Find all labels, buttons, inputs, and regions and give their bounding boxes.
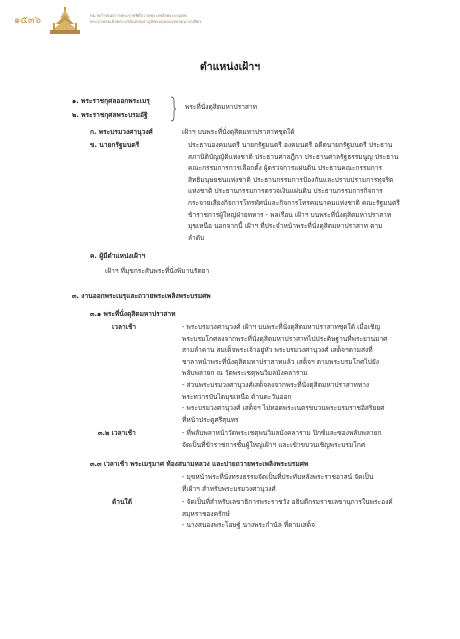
section-3-1-heading: ๓.๑ พระที่นั่งดุสิตมหาปราสาท	[90, 310, 176, 318]
text-line: พระบรมโกศลงจากพระที่นั่งดุสิตมหาปราสาทไปประดิษฐานที่พระยานมาศ	[182, 334, 388, 343]
text-line: จัดเป็นที่ข้าราชการชั้นผู้ใหญ่เฝ้าฯ และเข้าขบวนเชิญพระบรมโกศ	[182, 440, 366, 449]
item-1: ๑. พระราชกุศลออกพระเมรุ	[72, 97, 150, 105]
text-line: - ที่พลับพลาหน้าวัดพระเชตุพนวิมลมังคลาราม ปิกซ์และซองพลับพลายก	[182, 429, 382, 437]
text-line: ชาลาหน้าพระที่นั่งดุสิตมหาปราสาทแล้ว เสด็จฯ ตามพระบรมโกศไปยัง	[182, 357, 379, 366]
text-line: สมุหราชองครักษ์	[182, 509, 230, 518]
section-3-3-text-b	[182, 497, 393, 532]
officials-text: เฝ้าฯ ที่มุขกระสันพระที่นั่งพิมานรัตยา	[105, 267, 210, 275]
text-line: - จัดเป็นที่สำหรับเลขาธิการพระราชวัง อธิบดีกรมราชเลขานุการในพระองค์	[182, 498, 393, 506]
text-line: - พระบรมวงศานุวงศ์ เฝ้าฯ บนพระที่นั่งดุสิตมหาปราสาทชุดใด้ เมื่อเชิญ	[182, 323, 381, 331]
brace-icon	[170, 96, 176, 122]
text-line: - ส่วนพระบรมวงศานุวงศ์เสด็จลงจากพระที่นั่งดุสิตมหาปราสาททาง	[182, 380, 370, 389]
royal-emblem-icon	[48, 6, 82, 36]
section-3-2-text	[182, 428, 381, 451]
south-side-label: ด้านใต้	[112, 498, 132, 506]
text-line: ที่เฝ้าฯ สำหรับพระบรมวงศานุวงศ์	[182, 484, 276, 493]
prime-minister-text	[188, 140, 400, 244]
text-line: ประธานองคมนตรี นายกรัฐมนตรี องคมนตรี อดีตนายกรัฐมนตรี ประธาน	[188, 141, 393, 149]
royal-family-label: ก. พระบรมวงศานุวงศ์	[90, 128, 153, 136]
text-line: พระทวารบันไดมุขเหนือ ด้านตะวันออก	[182, 392, 292, 401]
text-line: - พระบรมวงศานุวงศ์ เสด็จฯ ไปทอดพระเนตรขบวนพระบรมราชอิสริยยศ	[182, 404, 385, 413]
section-3-heading: ๓. งานออกพระเมรุและถวายพระเพลิงพระบรมศพ	[72, 292, 211, 300]
ceremony-place: พระที่นั่งดุสิตมหาปราสาท	[185, 103, 257, 111]
text-line: สิทธิมนุษยชนแห่งชาติ ประธานกรรมการป้องกันและปราบปรามการทุจริต	[188, 175, 394, 184]
text-line: - นางสนองพระโอษฐ์ นางพระกำนัล ที่ตามเสด็จ	[182, 521, 315, 530]
item-2: ๒. พระราชกุศลพระบรมอัฐิ	[72, 111, 148, 119]
text-line: กระจายเสียงกิจการโทรทัศน์และกิจการโทรคมนาคมแห่งชาติ คณะรัฐมนตรี	[188, 198, 400, 207]
text-line: พลับพลายก ณ วัดพระเชตุพนวิมลมังคลาราม	[182, 369, 308, 378]
header-title-line: พระบาทสมเด็จพระปรมินทรมหาภูมิพลอดุลยเดชบรมนาถบพิตร	[90, 18, 202, 24]
page-number: ๑๕๓๖	[14, 15, 42, 26]
header-title	[90, 13, 250, 24]
text-line: ที่หน้าประตูศรีสุนทร	[182, 415, 239, 424]
royal-family-text: เฝ้าฯ บนพระที่นั่งดุสิตมหาปราสาทชุดใด้	[182, 128, 295, 136]
officials-label: ค. ผู้มีตำแหน่งเฝ้าฯ	[90, 252, 146, 260]
prime-minister-label: ข. นายกรัฐมนตรี	[90, 141, 140, 149]
section-3-3-heading: ๓.๓ เวลาเช้า พระเมรุมาศ ท้องสนามหลวง และบ่ายถวายพระเพลิงพระบรมศพ	[90, 460, 309, 468]
section-3-3-text-a	[182, 472, 373, 495]
text-line: ลำดับ	[188, 233, 205, 242]
text-line: สภานิติบัญญัติแห่งชาติ ประธานศาลฎีกา ประธานศาลรัฐธรรมนูญ ประธาน	[188, 152, 399, 161]
text-line: มุขเหนือ นอกจากนี้ เฝ้าฯ ที่ประจำหน้าพระที่นั่งดุสิตมหาปราสาท ตาม	[188, 222, 383, 231]
page-title: ตำแหน่งเฝ้าฯ	[199, 61, 261, 73]
section-3-2-heading: ๓.๒ เวลาเช้า	[98, 429, 136, 437]
text-line: ข้าราชการผู้ใหญ่ฝ่ายทหาร - พลเรือน เฝ้าฯ บนพระที่นั่งดุสิตมหาปราสาท	[188, 210, 392, 219]
section-3-1-text	[182, 322, 387, 426]
text-line: คณะกรรมการการเลือกตั้ง ผู้ตรวจการแผ่นดิน ประธานคณะกรรมการ	[188, 164, 383, 173]
header-title-line: หมายกำหนดการพระราชพิธีถวายพระเพลิงพระบรมศพ	[90, 13, 187, 18]
text-line: - มุขหน้าพระที่นั่งทรงธรรมจัดเป็นที่ประทับหลังพระราชอาสน์ จัดเป็น	[182, 473, 374, 481]
text-line: สามลำคาน สมเด็จพระเจ้าอยู่หัว พระบรมวงศานุวงศ์ เสด็จฯตามส่งที่	[182, 346, 373, 355]
text-line: แห่งชาติ ประธานกรรมการตรวจเงินแผ่นดิน ประธานกรรมการกิจการ	[188, 187, 383, 196]
section-3-1-time: เวลาเช้า	[112, 323, 137, 331]
page-header	[0, 0, 460, 44]
